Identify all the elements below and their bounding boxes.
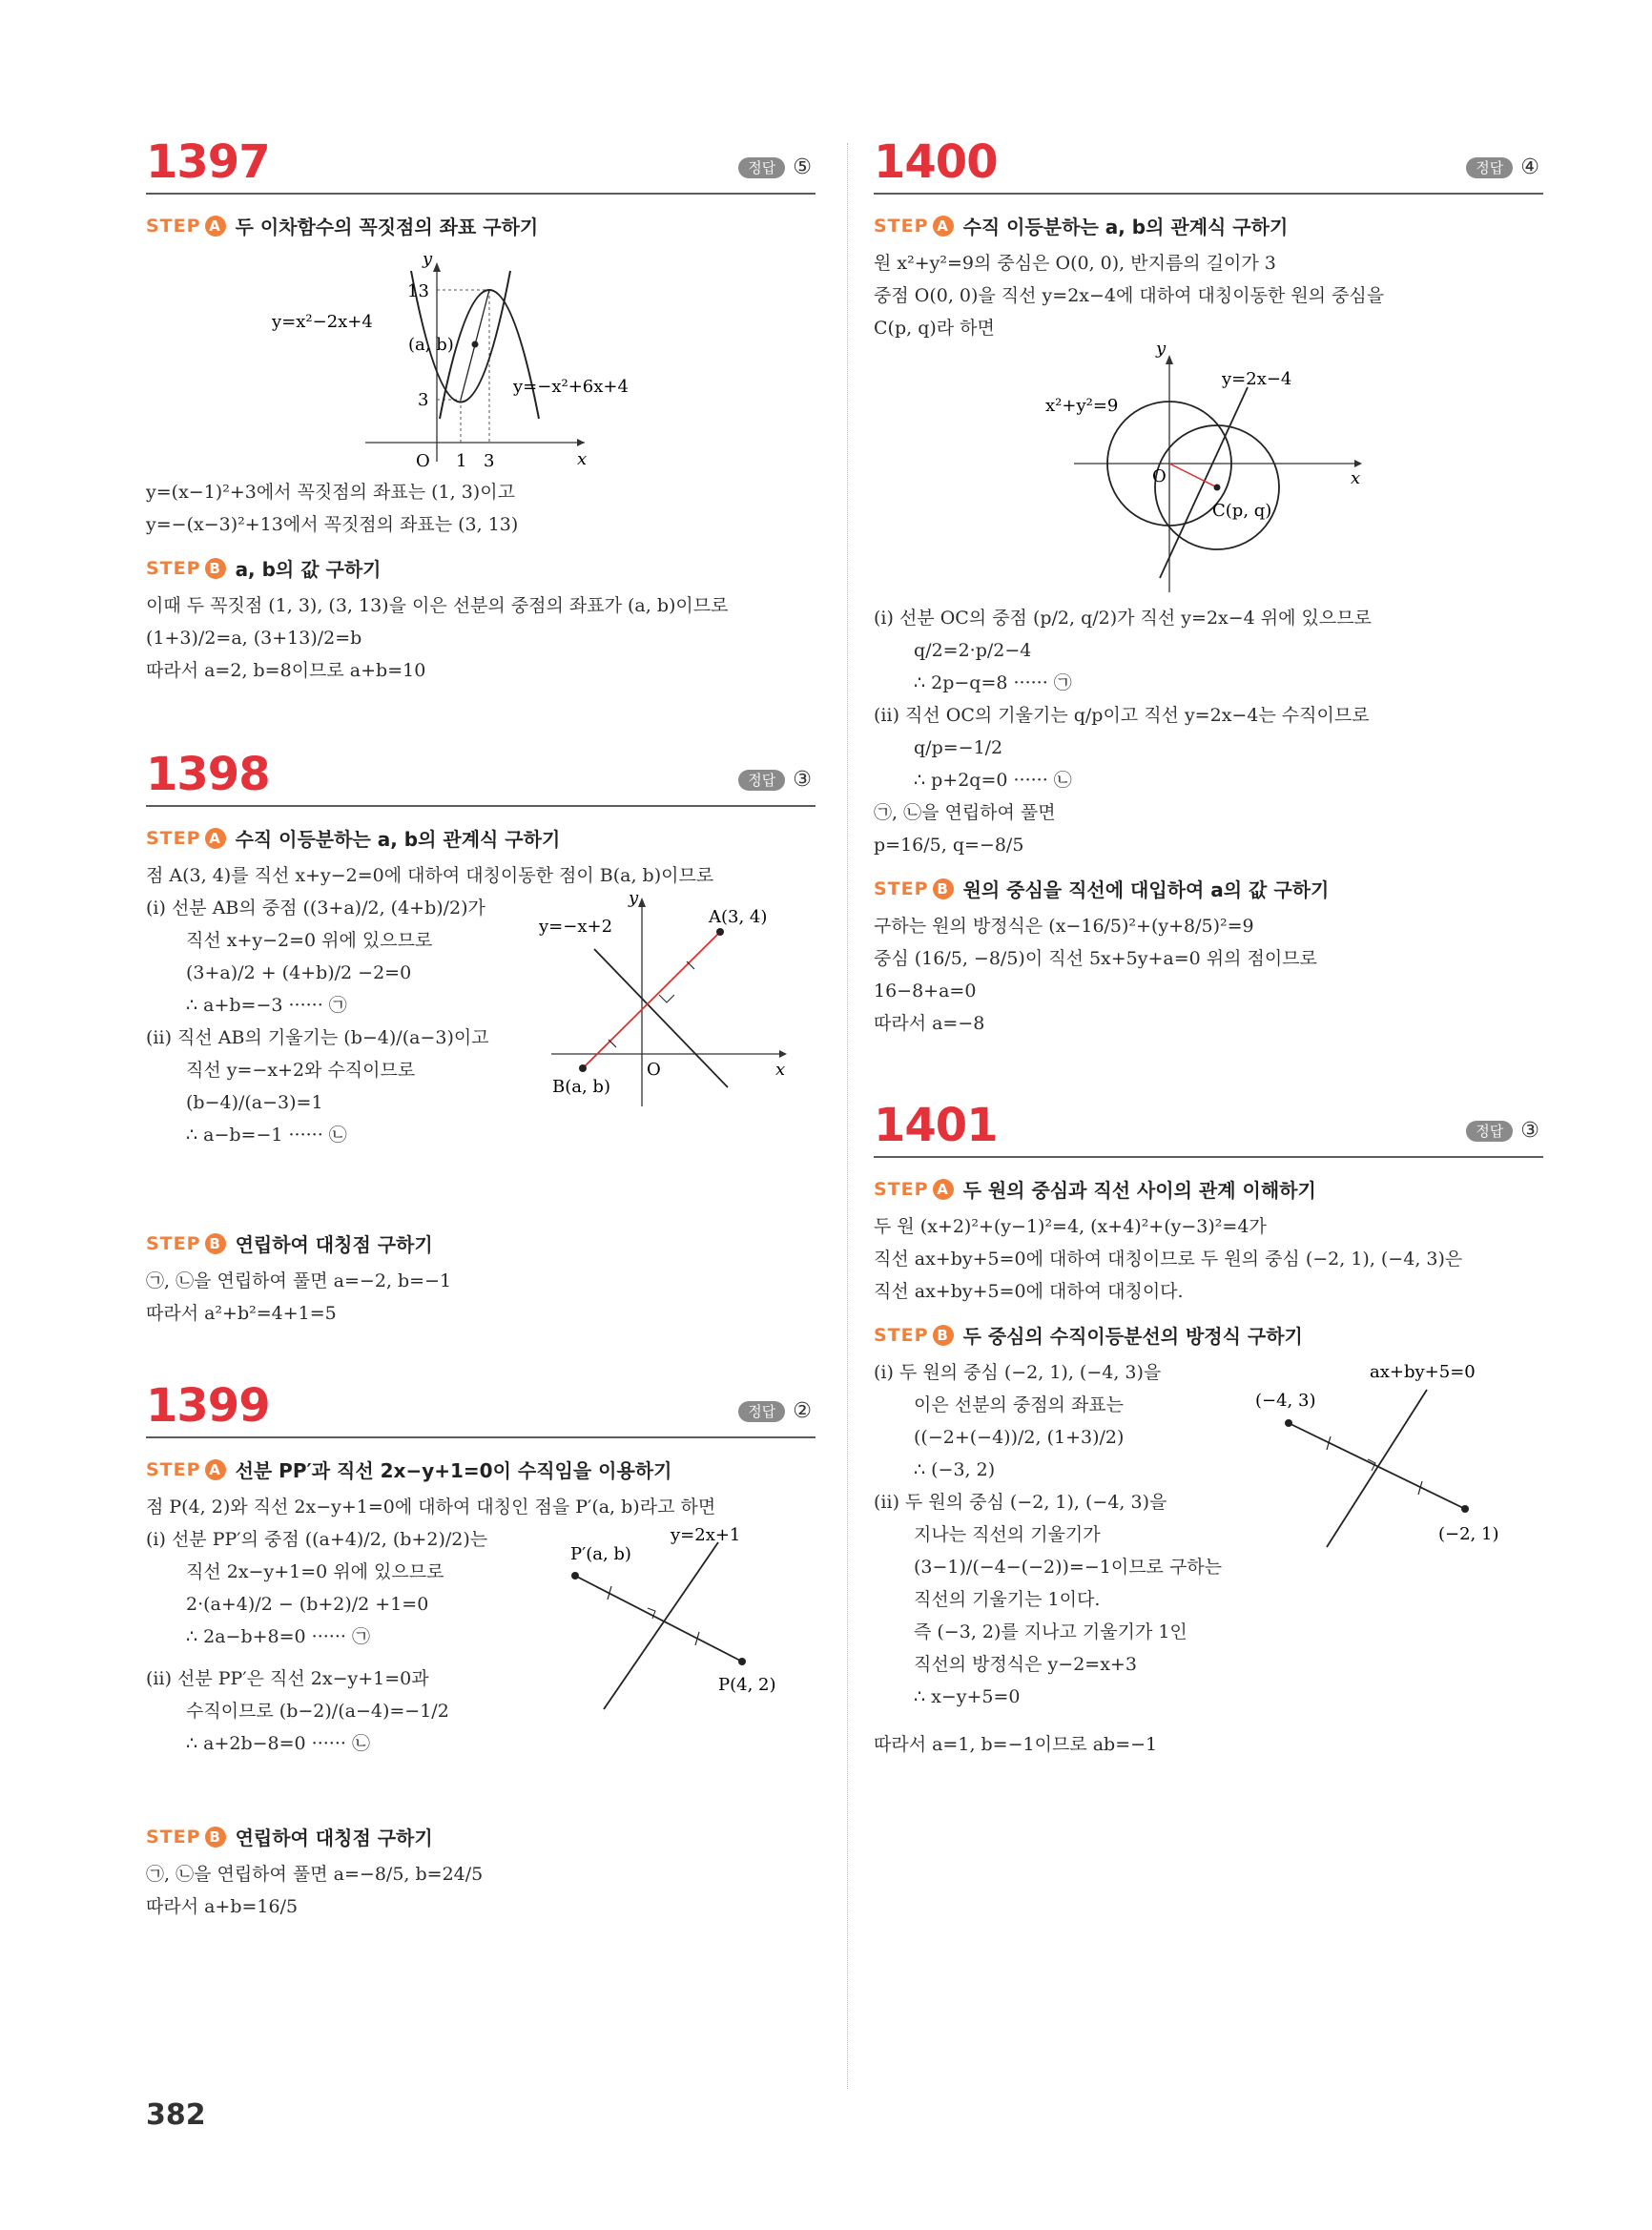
y-axis-arrow: [1166, 355, 1173, 364]
step-letter: B: [933, 878, 954, 899]
segment-centers: [1289, 1423, 1465, 1509]
right-column: [874, 134, 1543, 1761]
f1-label: y=x²−2x+4: [272, 312, 373, 332]
step-a-title: [874, 1175, 1543, 1203]
point-b: [579, 1064, 587, 1072]
text-line: (b−4)/(a−3)=1: [186, 1092, 323, 1113]
step-b-title: [146, 1229, 816, 1257]
x-label: x: [775, 1060, 786, 1080]
step-label: [146, 558, 226, 579]
text-line: ∴ 2p−q=8 ······ ㉠: [914, 672, 1072, 693]
point-center-1: [1285, 1419, 1292, 1427]
line-label: y=2x+1: [671, 1525, 741, 1545]
answer-value: ③: [793, 768, 812, 792]
text-line: 따라서 a=−8: [874, 1013, 985, 1034]
text-line: (ⅰ) 두 원의 중심 (−2, 1), (−4, 3)을: [874, 1362, 1162, 1383]
text-line: 따라서 a+b=16/5: [146, 1896, 299, 1917]
point-c-label: C(p, q): [1212, 501, 1272, 521]
answer: [1466, 155, 1539, 179]
y-axis-arrow: [638, 898, 646, 907]
problem-number: 1399: [146, 1379, 270, 1433]
text-line: 이은 선분의 중점의 좌표는: [914, 1394, 1125, 1415]
text-line: ∴ a−b=−1 ······ ㉡: [186, 1125, 347, 1146]
text-line: (ⅱ) 직선 OC의 기울기는 q/p이고 직선 y=2x−4는 수직이므로: [874, 705, 1370, 726]
problem-header: [146, 1377, 816, 1438]
line-y-neg-x-plus-2: [594, 949, 728, 1087]
tick-x1: 1: [456, 451, 467, 471]
text-line: 직선 ax+by+5=0에 대하여 대칭이므로 두 원의 중심 (−2, 1), (−4, 3)은: [874, 1249, 1463, 1270]
text-line: 직선 x+y−2=0 위에 있으므로: [186, 930, 433, 951]
step-label: [146, 1827, 226, 1848]
line-y-2x-plus-1: [604, 1542, 718, 1709]
text-line: ∴ 2a−b+8=0 ······ ㉠: [186, 1626, 370, 1647]
step-label: [874, 216, 954, 237]
step-word: STEP: [146, 1458, 201, 1480]
text-line: 2·(a+4)/2 − (b+2)/2 +1=0: [186, 1594, 429, 1615]
tick-13: 13: [407, 281, 429, 301]
step-letter: B: [205, 1827, 226, 1848]
problem-1401: [874, 1097, 1543, 1761]
step-a-title: [874, 212, 1543, 239]
step-heading: 두 중심의 수직이등분선의 방정식 구하기: [962, 1325, 1303, 1348]
text-block: [874, 1356, 1255, 1713]
step-heading: 원의 중심을 직선에 대입하여 a의 값 구하기: [962, 878, 1330, 901]
step-heading: 수직 이등분하는 a, b의 관계식 구하기: [962, 216, 1289, 238]
answer-badge: 정답: [1466, 157, 1513, 178]
text-line: 16−8+a=0: [874, 981, 977, 1001]
answer-badge: 정답: [738, 770, 785, 791]
step-letter: B: [933, 1325, 954, 1346]
text-line: 즉 (−3, 2)를 지나고 기울기가 1인: [914, 1621, 1187, 1642]
step-letter: B: [205, 558, 226, 579]
answer-value: ②: [793, 1399, 812, 1423]
point-p: [738, 1658, 746, 1665]
circle-figure: [874, 344, 1541, 602]
text-line: ∴ x−y+5=0: [914, 1686, 1021, 1707]
answer-badge: 정답: [1466, 1121, 1513, 1142]
reflection-figure: [537, 892, 814, 1121]
problem-1398: [146, 746, 816, 1330]
step-label: [146, 216, 226, 237]
step-heading: 연립하여 대칭점 구하기: [235, 1233, 433, 1256]
text-line: (3+a)/2 + (4+b)/2 −2=0: [186, 962, 412, 983]
x-axis-arrow: [779, 1050, 787, 1058]
x-axis-arrow: [577, 439, 585, 446]
problem-number: 1397: [146, 135, 270, 189]
step-heading: a, b의 값 구하기: [235, 558, 382, 581]
line-label: y=2x−4: [1222, 369, 1292, 389]
point-center-2: [1461, 1505, 1469, 1513]
text-line: q/p=−1/2: [914, 737, 1003, 758]
origin-label: O: [647, 1060, 661, 1080]
body-with-figure: [146, 892, 816, 1216]
answer: [738, 155, 812, 179]
text-line: ∴ p+2q=0 ······ ㉡: [914, 770, 1072, 791]
step-label: [874, 1325, 954, 1346]
text-line: y=(x−1)²+3에서 꼭짓점의 좌표는 (1, 3)이고: [146, 482, 515, 503]
text-line: 점 P(4, 2)와 직선 2x−y+1=0에 대하여 대칭인 점을 P′(a, b)라고 하면: [146, 1497, 716, 1518]
answer-value: ③: [1520, 1119, 1539, 1143]
text-line: q/2=2·p/2−4: [914, 640, 1032, 661]
text-line: 중심 (16/5, −8/5)이 직선 5x+5y+a=0 위의 점이므로: [874, 948, 1317, 969]
step-b-title: [874, 1321, 1543, 1349]
text-line: 원 x²+y²=9의 중심은 O(0, 0), 반지름의 길이가 3: [874, 253, 1276, 274]
text-line: 구하는 원의 방정식은 (x−16/5)²+(y+8/5)²=9: [874, 916, 1254, 937]
text-line: (ⅱ) 선분 PP′은 직선 2x−y+1=0과: [146, 1668, 429, 1689]
text-line: (ⅱ) 직선 AB의 기울기는 (b−4)/(a−3)이고: [146, 1027, 489, 1048]
text-line: 수직이므로 (b−2)/(a−4)=−1/2: [186, 1701, 449, 1722]
step-word: STEP: [146, 827, 201, 849]
text-line: 중점 O(0, 0)을 직선 y=2x−4에 대하여 대칭이동한 원의 중심을: [874, 285, 1385, 306]
problem-number: 1398: [146, 748, 270, 801]
text-line: 지나는 직선의 기울기가: [914, 1524, 1101, 1545]
text-line: 직선 ax+by+5=0에 대하여 대칭이다.: [874, 1281, 1184, 1302]
step-letter: A: [933, 216, 954, 237]
text-line: 직선의 방정식은 y−2=x+3: [914, 1654, 1137, 1675]
step-heading: 선분 PP′과 직선 2x−y+1=0이 수직임을 이용하기: [235, 1459, 672, 1482]
text-line: (ⅰ) 선분 OC의 중점 (p/2, q/2)가 직선 y=2x−4 위에 있으므로: [874, 608, 1372, 629]
problem-1397: [146, 134, 816, 687]
step-b-title: [146, 1823, 816, 1850]
answer-badge: 정답: [738, 1401, 785, 1422]
text-line: 직선의 기울기는 1이다.: [914, 1589, 1101, 1610]
line-ax-by-5: [1327, 1390, 1427, 1547]
tick-x3: 3: [484, 451, 495, 471]
step-a-title: [146, 824, 816, 852]
y-label: y: [629, 892, 639, 908]
x-label: x: [1351, 468, 1361, 488]
step-label: [146, 1459, 226, 1480]
problem-header: [874, 1097, 1543, 1158]
answer: [1466, 1119, 1539, 1143]
step-letter: A: [933, 1179, 954, 1200]
text-block: [146, 892, 527, 1151]
point-b-label: B(a, b): [552, 1077, 610, 1097]
step-label: [146, 828, 226, 849]
text-line: C(p, q)라 하면: [874, 318, 995, 339]
line-label: y=−x+2: [539, 917, 613, 937]
page-number: 382: [146, 2098, 206, 2132]
problem-number: 1401: [874, 1099, 998, 1152]
text-line: 직선 2x−y+1=0 위에 있으므로: [186, 1561, 444, 1582]
text-line: (ⅱ) 두 원의 중심 (−2, 1), (−4, 3)을: [874, 1492, 1167, 1513]
column-divider: [847, 143, 848, 2089]
step-word: STEP: [874, 1324, 929, 1346]
right-angle-mark: [1368, 1459, 1375, 1471]
tick-mark: [687, 961, 694, 969]
step-b-title: [874, 875, 1543, 902]
x-label: x: [577, 449, 588, 469]
y-label: y: [423, 249, 433, 269]
answer: [738, 1399, 812, 1423]
point-a: [716, 928, 724, 936]
step-heading: 두 원의 중심과 직선 사이의 관계 이해하기: [962, 1179, 1316, 1202]
step-heading: 두 이차함수의 꼭짓점의 좌표 구하기: [235, 216, 539, 238]
step-b-title: [146, 554, 816, 582]
text-block: [146, 1523, 547, 1760]
problem-header: [146, 746, 816, 807]
step-word: STEP: [146, 1826, 201, 1848]
step-word: STEP: [146, 215, 201, 237]
problem-1400: [874, 134, 1543, 1040]
text-line: 따라서 a=2, b=8이므로 a+b=10: [146, 660, 426, 681]
text-line: ((−2+(−4))/2, (1+3)/2): [914, 1427, 1125, 1448]
point-c: [1214, 485, 1221, 491]
step-label: [146, 1233, 226, 1254]
point-p-label: P(4, 2): [718, 1675, 776, 1695]
origin-label: O: [416, 451, 430, 471]
body-with-figure: [874, 1356, 1543, 1728]
step-word: STEP: [874, 215, 929, 237]
point-p-prime: [571, 1572, 579, 1580]
step-label: [874, 1179, 954, 1200]
text-line: (ⅰ) 선분 PP′의 중점 ((a+4)/2, (b+2)/2)는: [146, 1529, 488, 1550]
point-p-prime-label: P′(a, b): [570, 1544, 631, 1564]
problem-header: [146, 134, 816, 195]
y-axis-arrow: [433, 262, 441, 272]
answer-value: ④: [1520, 155, 1539, 179]
step-letter: B: [205, 1233, 226, 1254]
point-a-label: A(3, 4): [709, 907, 768, 927]
line-y-2x-minus-4: [1160, 387, 1248, 578]
text-line: 두 원 (x+2)²+(y−1)²=4, (x+4)²+(y−3)²=4가: [874, 1216, 1267, 1237]
text-line: ∴ (−3, 2): [914, 1459, 996, 1480]
text-line: (ⅰ) 선분 AB의 중점 ((3+a)/2, (4+b)/2)가: [146, 898, 485, 919]
problem-number: 1400: [874, 135, 998, 189]
step-word: STEP: [146, 1232, 201, 1254]
text-line: 따라서 a=1, b=−1이므로 ab=−1: [874, 1734, 1158, 1755]
text-line: 직선 y=−x+2와 수직이므로: [186, 1060, 416, 1081]
step-word: STEP: [874, 1178, 929, 1200]
step-heading: 수직 이등분하는 a, b의 관계식 구하기: [235, 828, 561, 851]
left-column: [146, 134, 816, 1923]
center-1-label: (−4, 3): [1255, 1391, 1316, 1411]
text-line: 점 A(3, 4)를 직선 x+y−2=0에 대하여 대칭이동한 점이 B(a, b)이므로: [146, 865, 714, 886]
text-line: (3−1)/(−4−(−2))=−1이므로 구하는: [914, 1557, 1223, 1578]
origin-label: O: [1152, 466, 1167, 486]
text-line: (1+3)/2=a, (3+13)/2=b: [146, 628, 362, 649]
body-with-figure: [146, 1523, 816, 1809]
step-letter: A: [205, 1459, 226, 1480]
answer-value: ⑤: [793, 155, 812, 179]
text-line: ㉠, ㉡을 연립하여 풀면: [874, 802, 1056, 823]
text-line: ∴ a+2b−8=0 ······ ㉡: [186, 1733, 370, 1754]
text-line: y=−(x−3)²+13에서 꼭짓점의 좌표는 (3, 13): [146, 514, 519, 535]
bisector-figure: [1255, 1356, 1541, 1576]
circle-label: x²+y²=9: [1045, 396, 1119, 416]
y-label: y: [1156, 344, 1167, 359]
tick-mark: [609, 1040, 616, 1047]
tick-3: 3: [418, 390, 429, 410]
text-line: ㉠, ㉡을 연립하여 풀면 a=−2, b=−1: [146, 1270, 452, 1291]
text-line: 이때 두 꼭짓점 (1, 3), (3, 13)을 이은 선분의 중점의 좌표가 (a, b)이므로: [146, 595, 729, 616]
segment-pp: [575, 1576, 742, 1662]
step-label: [874, 878, 954, 899]
problem-1399: [146, 1377, 816, 1923]
x-axis-arrow: [1354, 460, 1362, 467]
text-line: ∴ a+b=−3 ······ ㉠: [186, 995, 347, 1016]
right-angle-mark: [659, 995, 674, 1002]
step-a-title: [146, 1456, 816, 1483]
reflection-figure: [556, 1523, 814, 1733]
answer: [738, 768, 812, 792]
segment-ab: [583, 932, 720, 1068]
midpoint-dot: [472, 341, 479, 348]
center-2-label: (−2, 1): [1438, 1524, 1499, 1544]
text-line: p=16/5, q=−8/5: [874, 835, 1024, 856]
step-letter: A: [205, 828, 226, 849]
step-heading: 연립하여 대칭점 구하기: [235, 1827, 433, 1849]
answer-badge: 정답: [738, 157, 785, 178]
step-a-title: [146, 212, 816, 239]
f2-label: y=−x²+6x+4: [513, 377, 629, 397]
problem-header: [874, 134, 1543, 195]
line-label: ax+by+5=0: [1370, 1362, 1476, 1382]
step-word: STEP: [146, 557, 201, 579]
text-line: 따라서 a²+b²=4+1=5: [146, 1303, 337, 1324]
step-word: STEP: [874, 878, 929, 899]
parabola-figure: [146, 247, 718, 476]
ab-label: (a, b): [408, 335, 454, 355]
text-line: ㉠, ㉡을 연립하여 풀면 a=−8/5, b=24/5: [146, 1864, 484, 1885]
step-letter: A: [205, 216, 226, 237]
